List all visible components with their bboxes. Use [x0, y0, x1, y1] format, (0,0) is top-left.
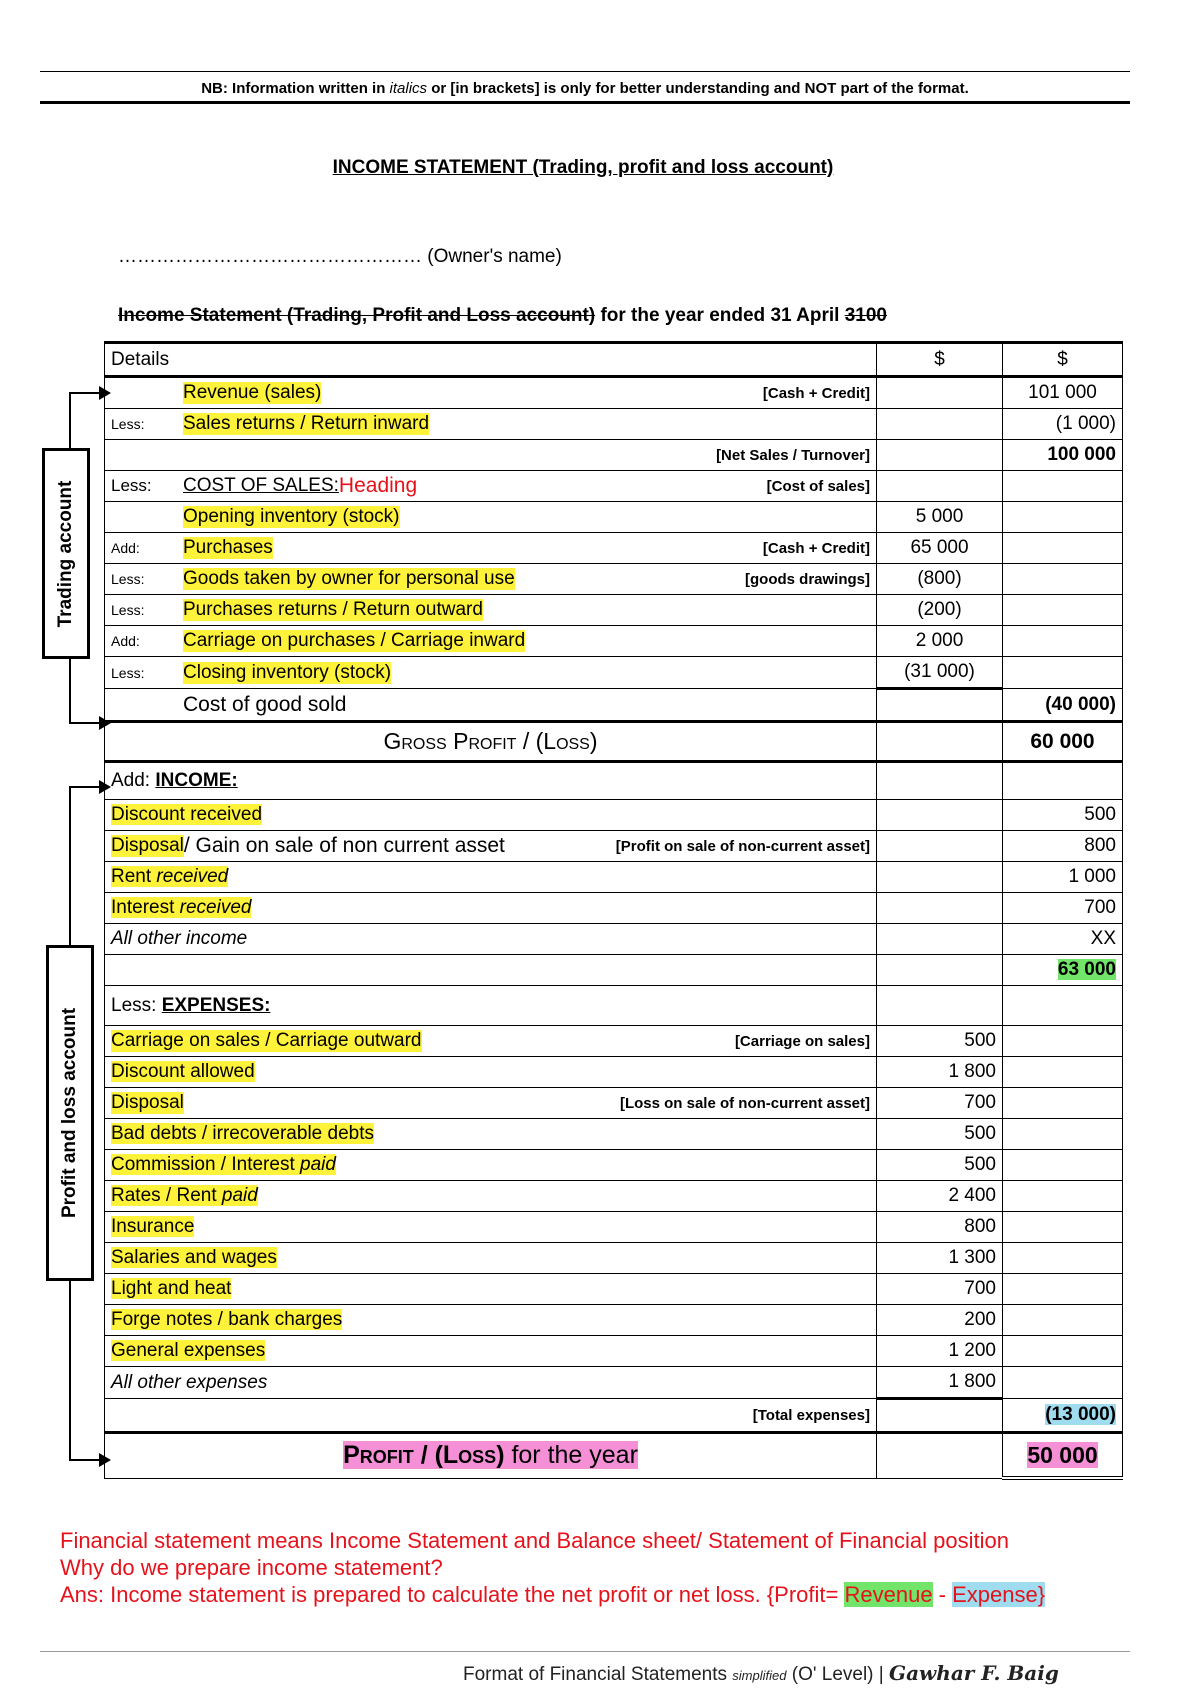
expense-amount: 800 — [877, 1212, 1003, 1243]
pl-bracket-bottom — [69, 1459, 102, 1461]
purchases-amount: 65 000 — [877, 533, 1003, 564]
expense-row — [105, 1243, 1123, 1274]
revenue-amount: 101 000 — [1003, 377, 1123, 409]
purchases-note: [Cash + Credit] — [762, 539, 870, 557]
net-sales-note: [Net Sales / Turnover] — [716, 446, 870, 464]
col2-header: $ — [877, 343, 1003, 377]
income-heading-row — [105, 762, 1123, 800]
nb-top-rule — [40, 71, 1130, 72]
income-heading: INCOME: — [155, 770, 238, 791]
goods-taken-row — [105, 564, 1123, 595]
expense-amount: 1 800 — [877, 1367, 1003, 1399]
expense-row — [105, 1088, 1123, 1119]
other-income-label: All other income — [105, 924, 877, 955]
nb-notice: NB: Information written in italics or [in brackets] is only for better understanding and NOT part of the format. — [201, 80, 969, 97]
profit-label: Profit / (Loss) — [343, 1441, 505, 1470]
revenue-word: Revenue — [844, 1582, 933, 1607]
disposal-gain-extra: / Gain on sale of non current asset — [183, 834, 505, 857]
closing-inventory-label: Closing inventory (stock) — [183, 661, 392, 683]
interest-received-amount: 700 — [1003, 893, 1123, 924]
footer-rule — [40, 1651, 1130, 1652]
disposal-gain-amount: 800 — [1003, 831, 1123, 862]
expense-label: Carriage on sales / Carriage outward — [111, 1030, 422, 1051]
expense-amount: 700 — [877, 1088, 1003, 1119]
interest-received-label: Interest — [111, 897, 180, 918]
cost-of-sales-note: [Cost of sales] — [766, 477, 870, 495]
discount-received-label: Discount received — [111, 804, 263, 825]
net-sales-row — [105, 440, 1123, 471]
row-prefix: Less: — [111, 416, 145, 432]
nb-bottom-rule — [40, 101, 1130, 104]
rent-received-row — [105, 862, 1123, 893]
row-prefix: Less: — [111, 476, 152, 495]
closing-inventory-amount: (31 000) — [877, 657, 1003, 689]
cost-of-sales-heading: COST OF SALES: — [183, 475, 339, 496]
note-line-3: Ans: Income statement is prepared to calculate the net profit or net loss. {Profit= Revenue - Expense} — [60, 1582, 1046, 1607]
row-prefix: Less: — [111, 994, 157, 1016]
expenses-total-row — [105, 1399, 1123, 1433]
discount-received-row — [105, 800, 1123, 831]
cost-of-goods-sold-label: Cost of good sold — [183, 692, 347, 716]
expense-amount: 500 — [877, 1119, 1003, 1150]
closing-inventory-row — [105, 657, 1123, 689]
expenses-heading-row — [105, 986, 1123, 1026]
expense-word: Expense} — [952, 1582, 1046, 1607]
expense-row — [105, 1212, 1123, 1243]
rent-received-amount: 1 000 — [1003, 862, 1123, 893]
gross-profit-row — [105, 722, 1123, 762]
page-title: INCOME STATEMENT (Trading, profit and loss account) — [332, 157, 834, 178]
expense-row — [105, 1119, 1123, 1150]
note-line-1: Financial statement means Income Statement and Balance sheet/ Statement of Financial position — [60, 1528, 1009, 1553]
sales-returns-amount: (1 000) — [1003, 409, 1123, 440]
purchases-row — [105, 533, 1123, 564]
pl-account-label-box — [46, 945, 94, 1281]
expense-row — [105, 1057, 1123, 1088]
revenue-note: [Cash + Credit] — [762, 384, 870, 402]
row-prefix: Less: — [111, 602, 145, 618]
expense-row — [105, 1026, 1123, 1057]
discount-received-amount: 500 — [1003, 800, 1123, 831]
trading-account-label-box — [42, 448, 90, 659]
sales-returns-label: Sales returns / Return inward — [183, 413, 430, 434]
disposal-gain-note: [Profit on sale of non-current asset] — [615, 837, 870, 855]
opening-inventory-label: Opening inventory (stock) — [183, 506, 400, 527]
author-signature: Gawhar F. Baig — [889, 1661, 1059, 1685]
purchases-returns-row — [105, 595, 1123, 626]
purchases-returns-amount: (200) — [877, 595, 1003, 626]
expense-row — [105, 1150, 1123, 1181]
rent-received-label: Rent — [111, 866, 152, 887]
expenses-total-amount: (13 000) — [1045, 1404, 1116, 1425]
trading-bracket-top — [69, 392, 102, 394]
expense-amount: 500 — [877, 1150, 1003, 1181]
heading-annotation: Heading — [338, 474, 418, 497]
purchases-label: Purchases — [183, 537, 273, 558]
expense-italic: paid — [221, 1185, 258, 1206]
opening-inventory-row — [105, 502, 1123, 533]
expense-amount: 200 — [877, 1305, 1003, 1336]
interest-received-row — [105, 893, 1123, 924]
expense-label: Forge notes / bank charges — [111, 1309, 343, 1330]
trading-account-label: Trading account — [55, 480, 76, 627]
revenue-label: Revenue (sales) — [183, 382, 322, 403]
expense-note: [Carriage on sales] — [734, 1032, 870, 1050]
owner-line: ………………………………………… (Owner's name) — [118, 246, 562, 267]
other-income-row — [105, 924, 1123, 955]
page-footer: Format of Financial Statements simplified (O' Level) | Gawhar F. Baig — [463, 1661, 1059, 1685]
expense-row — [105, 1181, 1123, 1212]
row-prefix: Less: — [111, 571, 145, 587]
expense-label: Commission / Interest — [111, 1154, 300, 1175]
expense-amount: 700 — [877, 1274, 1003, 1305]
details-header: Details — [105, 343, 877, 377]
expense-label: Bad debts / irrecoverable debts — [111, 1123, 374, 1144]
carriage-inward-label: Carriage on purchases / Carriage inward — [183, 630, 526, 651]
goods-taken-amount: (800) — [877, 564, 1003, 595]
sales-returns-row — [105, 409, 1123, 440]
rent-received-italic: received — [151, 866, 229, 887]
row-prefix: Add: — [111, 540, 140, 556]
carriage-inward-row — [105, 626, 1123, 657]
purchases-returns-label: Purchases returns / Return outward — [183, 599, 483, 620]
cost-of-sales-heading-row — [105, 471, 1123, 502]
revenue-row — [105, 377, 1123, 409]
table-header-row — [105, 343, 1123, 377]
expense-label: General expenses — [111, 1340, 266, 1361]
carriage-inward-amount: 2 000 — [877, 626, 1003, 657]
opening-inventory-amount: 5 000 — [877, 502, 1003, 533]
expense-label: Discount allowed — [111, 1061, 255, 1082]
expense-label: Light and heat — [111, 1278, 232, 1299]
profit-row — [105, 1433, 1123, 1479]
income-total-amount: 63 000 — [1057, 959, 1116, 980]
row-prefix: Add: — [111, 633, 140, 649]
profit-amount: 50 000 — [1027, 1441, 1098, 1468]
expense-row — [105, 1305, 1123, 1336]
expense-label: Salaries and wages — [111, 1247, 277, 1268]
income-statement-table — [104, 341, 1123, 1480]
expense-label: Insurance — [111, 1216, 195, 1237]
goods-taken-label: Goods taken by owner for personal use — [183, 568, 515, 589]
pl-bracket-top — [69, 786, 102, 788]
expense-row — [105, 1367, 1123, 1399]
statement-subtitle: Income Statement (Trading, Profit and Loss account) for the year ended 31 April 3100 — [118, 305, 887, 326]
row-prefix: Less: — [111, 664, 145, 681]
expense-label: All other expenses — [105, 1367, 877, 1399]
disposal-gain-label: Disposal — [111, 835, 184, 856]
expense-amount: 500 — [877, 1026, 1003, 1057]
goods-taken-note: [goods drawings] — [745, 570, 870, 588]
gross-profit-amount: 60 000 — [1003, 722, 1123, 762]
income-total-row — [105, 955, 1123, 986]
expense-amount: 1 800 — [877, 1057, 1003, 1088]
expenses-heading: EXPENSES: — [161, 994, 271, 1016]
row-prefix: Add: — [111, 770, 151, 791]
expense-italic: paid — [300, 1154, 336, 1175]
note-line-2: Why do we prepare income statement? — [60, 1555, 443, 1580]
trading-bracket-bottom — [69, 722, 102, 724]
other-income-amount: XX — [1003, 924, 1123, 955]
expenses-total-note: [Total expenses] — [752, 1406, 870, 1424]
profit-label-suffix: for the year — [504, 1441, 638, 1470]
col3-header: $ — [1003, 343, 1123, 377]
cost-of-goods-sold-amount: (40 000) — [1003, 689, 1123, 722]
expense-note: [Loss on sale of non-current asset] — [619, 1094, 870, 1112]
disposal-gain-row — [105, 831, 1123, 862]
expense-row — [105, 1336, 1123, 1367]
expense-label: Disposal — [111, 1092, 184, 1113]
expense-amount: 1 200 — [877, 1336, 1003, 1367]
expense-amount: 2 400 — [877, 1181, 1003, 1212]
expense-row — [105, 1274, 1123, 1305]
pl-account-label: Profit and loss account — [59, 1007, 80, 1219]
expense-label: Rates / Rent — [111, 1185, 222, 1206]
gross-profit-label: Gross Profit / (Loss) — [105, 722, 877, 762]
cost-of-goods-sold-row — [105, 689, 1123, 722]
interest-received-italic: received — [179, 897, 252, 918]
expense-amount: 1 300 — [877, 1243, 1003, 1274]
net-sales-amount: 100 000 — [1003, 440, 1123, 471]
